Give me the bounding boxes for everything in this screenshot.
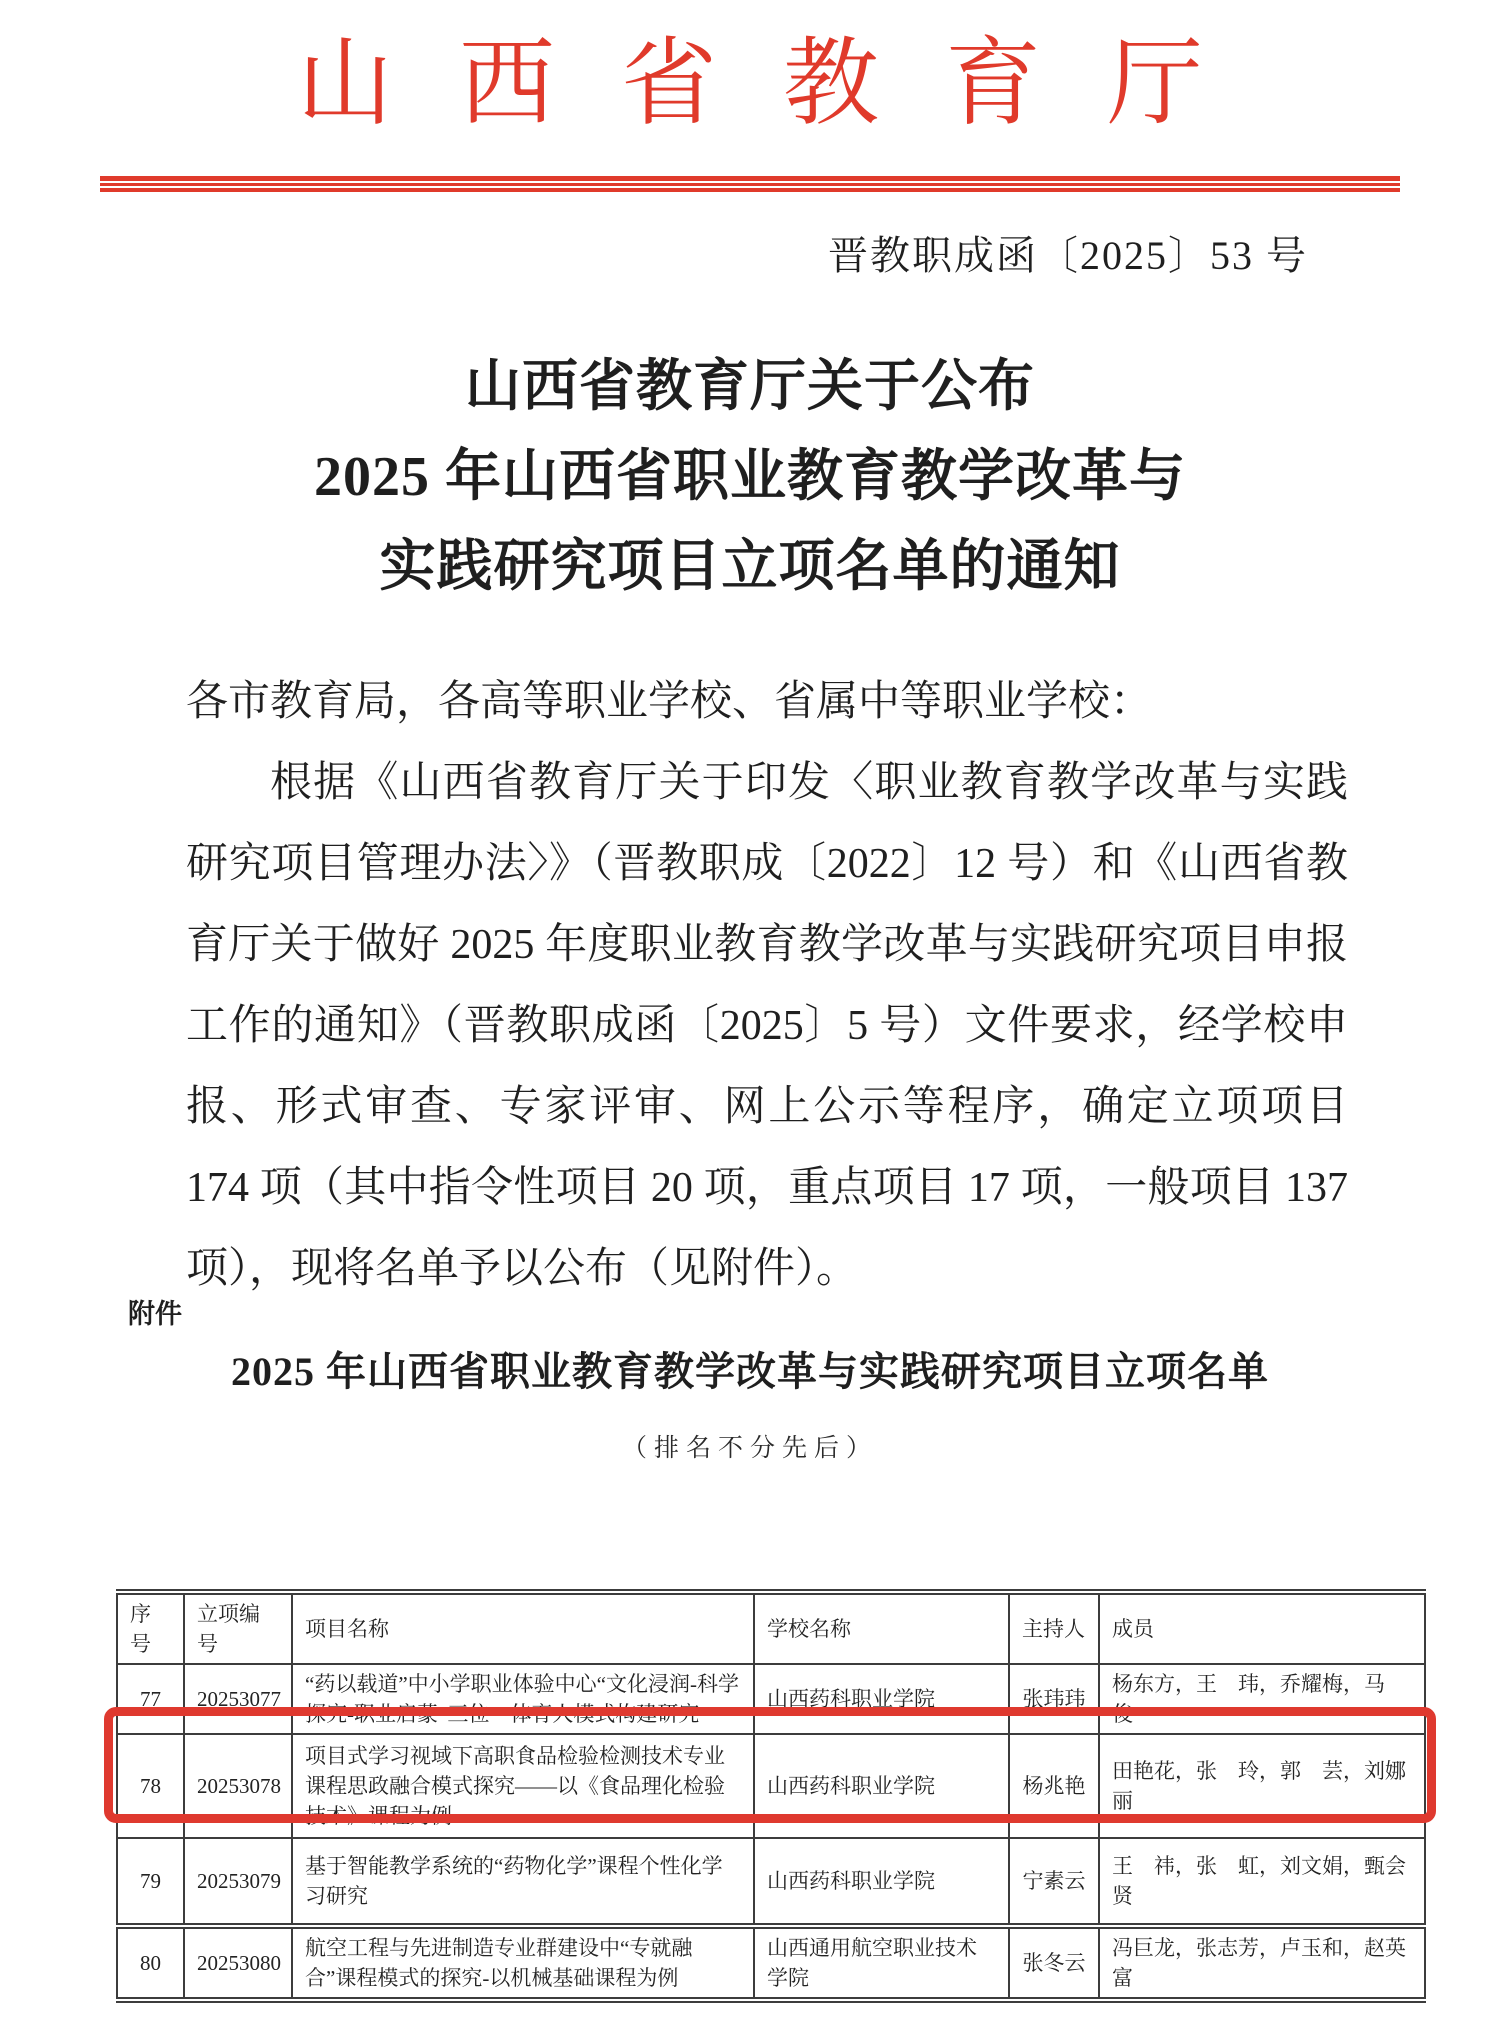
code-cell: 20253078 [184,1734,292,1838]
leader-cell: 张玮玮 [1009,1664,1099,1734]
table-row-highlighted [117,1734,1425,1838]
letterhead-divider [100,176,1400,192]
school-cell: 山西药科职业学院 [754,1664,1009,1734]
notice-title-line-2: 2025 年山西省职业教育教学改革与 [314,446,1186,508]
members-cell: 王 祎，张 虹，刘文娟，甄会贤 [1099,1838,1425,1926]
col-header-code: 立项编号 [184,1592,292,1664]
table-row [117,1664,1425,1734]
document-number: 晋教职成函〔2025〕53 号 [828,233,1308,278]
school-cell: 山西通用航空职业技术学院 [754,1926,1009,2000]
project-table-container [116,1589,1424,2003]
col-header-members: 成员 [1099,1592,1425,1664]
notice-body-paragraph: 根据《山西省教育厅关于印发〈职业教育教学改革与实践研究项目管理办法〉》（晋教职成〔2022〕12 号）和《山西省教育厅关于做好 2025 年度职业教育教学改革与实践研究项目申报工作的通知》（晋教职成函〔2025〕5 号）文件要求，经学校申报、形式审查、专家评审、网上公示等程序，确定立项项目 174 项（其中指令性项目 20 项，重点项目 17 项，一般项目 137 项），现将名单予以公布（见附件）。 [186,760,1348,1292]
school-cell: 山西药科职业学院 [754,1734,1009,1838]
letterhead-org-title: 山西省教育厅 [297,30,1269,137]
attachment-subtitle: （排名不分先后） [621,1435,878,1462]
project-name-cell: 项目式学习视域下高职食品检验检测技术专业课程思政融合模式探究——以《食品理化检验技术》课程为例 [292,1734,754,1838]
members-cell: 杨东方，王 玮，乔耀梅，马 俊 [1099,1664,1425,1734]
seq-cell: 79 [117,1838,184,1926]
school-cell: 山西药科职业学院 [754,1838,1009,1926]
notice-title-line-3: 实践研究项目立项名单的通知 [379,536,1121,598]
leader-cell: 杨兆艳 [1009,1734,1099,1838]
project-table [116,1589,1426,2003]
col-header-seq: 序号 [117,1592,184,1664]
code-cell: 20253080 [184,1926,292,2000]
table-header-row [117,1592,1425,1664]
attachment-title: 2025 年山西省职业教育教学改革与实践研究项目立项名单 [231,1349,1269,1394]
seq-cell: 77 [117,1664,184,1734]
col-header-leader: 主持人 [1009,1592,1099,1664]
table-row [117,1838,1425,1926]
project-name-cell: 航空工程与先进制造专业群建设中“专就融合”课程模式的探究-以机械基础课程为例 [292,1926,754,2000]
salutation: 各市教育局，各高等职业学校、省属中等职业学校： [186,679,1153,725]
project-name-cell: 基于智能教学系统的“药物化学”课程个性化学习研究 [292,1838,754,1926]
leader-cell: 张冬云 [1009,1926,1099,2000]
members-cell: 田艳花，张 玲，郭 芸，刘娜丽 [1099,1734,1425,1838]
col-header-school: 学校名称 [754,1592,1009,1664]
col-header-project: 项目名称 [292,1592,754,1664]
code-cell: 20253077 [184,1664,292,1734]
notice-title [0,342,1500,612]
attachment-label: 附件 [128,1299,182,1329]
leader-cell: 宁素云 [1009,1838,1099,1926]
notice-body [186,662,1348,1310]
seq-cell: 78 [117,1734,184,1838]
notice-title-line-1: 山西省教育厅关于公布 [465,356,1035,418]
members-cell: 冯巨龙，张志芳，卢玉和，赵英富 [1099,1926,1425,2000]
table-row [117,1926,1425,2000]
project-name-cell: “药以载道”中小学职业体验中心“文化浸润-科学探究-职业启蒙”三位一体育人模式构建研究 [292,1664,754,1734]
code-cell: 20253079 [184,1838,292,1926]
seq-cell: 80 [117,1926,184,2000]
